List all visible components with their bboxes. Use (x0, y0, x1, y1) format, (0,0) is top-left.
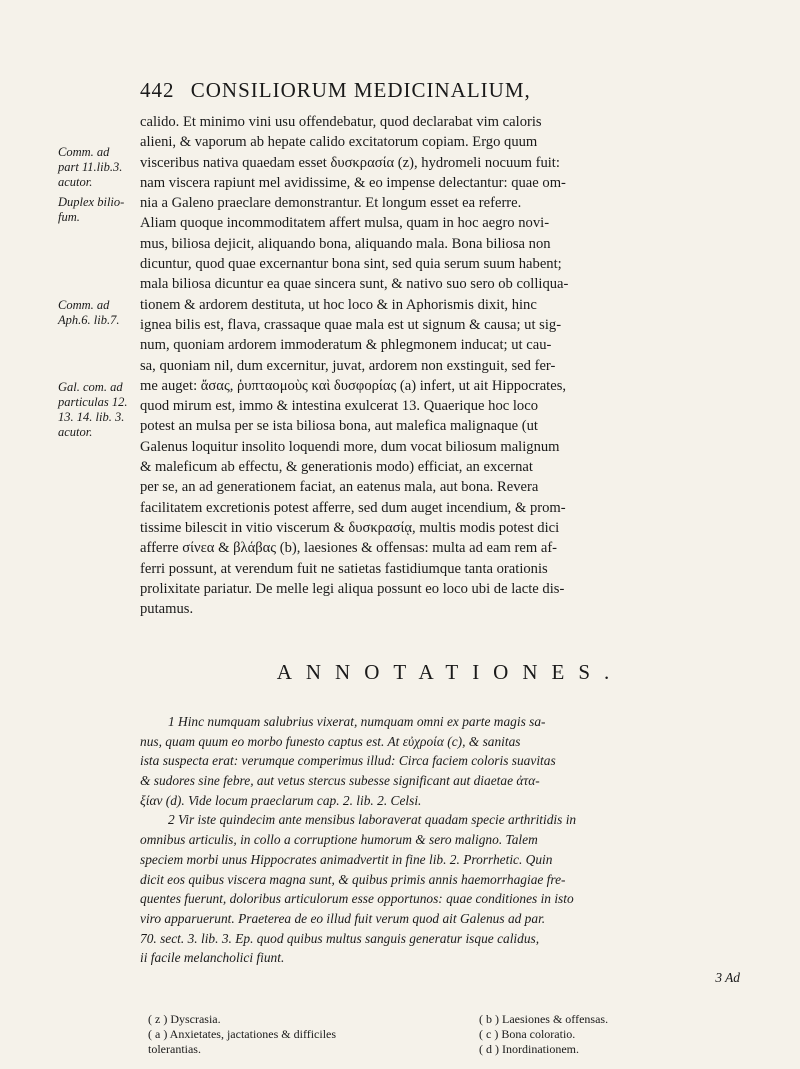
footnote: ( b ) Laesiones & offensas. (479, 1012, 609, 1026)
text-line: mala biliosa dicuntur ea quae sincera sunt, & nativo suo sero ob colliqua- (140, 276, 569, 293)
annotation-line: 2 Vir iste quindecim ante mensibus laboraverat quadam specie arthritidis in (168, 812, 577, 828)
footnote: ( a ) Anxietates, jactationes & difficiles (148, 1027, 337, 1041)
text-line: per se, an ad generationem faciat, an eatenus mala, aut bona. Revera (140, 479, 539, 496)
main-text (140, 112, 760, 619)
footnote: ( c ) Bona coloratio. (479, 1027, 576, 1041)
annotations-heading: ANNOTATIONES. (276, 660, 624, 684)
annotation-line: speciem morbi unus Hippocrates animadvertit in fine lib. 2. Prorrhetic. Quin (140, 851, 553, 867)
text-line: quod mirum est, immo & intestina exulcerat 13. Quaerique hoc loco (140, 398, 538, 415)
footnote: ( d ) Inordinationem. (479, 1042, 579, 1056)
margin-line: acutor. (58, 175, 93, 189)
annotation-line: & sudores sine febre, aut vetus stercus subesse significant aut diaetae ἀτα- (140, 773, 540, 789)
annotation-line: quentes fuerunt, doloribus articulorum esse opportunos: quae conditiones in isto (140, 891, 574, 907)
annotation-line: omnibus articulis, in collo a corruptione humorum & sero maligno. Talem (140, 832, 538, 848)
margin-note-1 (58, 145, 136, 190)
text-line: potest an mulsa per se ista biliosa bona, aut malefica malignaque (ut (140, 418, 538, 435)
text-line: prolixitate pariatur. De melle legi aliqua possunt eo loco ubi de lacte dis- (140, 580, 565, 597)
margin-line: Comm. ad (58, 145, 110, 159)
text-line: dicuntur, quod quae excernantur bona sint, sed quia serum suum habent; (140, 256, 562, 273)
running-title: CONSILIORUM MEDICINALIUM, (190, 78, 531, 102)
text-line: afferre σίνεα & βλάβας (b), laesiones & offensas: multa ad eam rem af- (140, 540, 558, 557)
text-line: num, quoniam ardorem immoderatum & phlegmonem inducat; ut cau- (140, 337, 552, 354)
page-number: 442 (140, 78, 175, 102)
footnotes (148, 1012, 768, 1057)
text-line: Galenus loquitur insolito loquendi more, dum vocat biliosum malignum (140, 438, 560, 455)
annotation-line: viro apparuerunt. Praeterea de eo illud fuit verum quod ait Galenus ad par. (140, 910, 546, 926)
text-line: tionem & ardorem destituta, ut hoc loco & in Aphorismis dixit, hinc (140, 296, 537, 313)
catchword: 3 Ad (715, 969, 740, 985)
margin-line: Aph.6. lib.7. (58, 313, 120, 327)
margin-note-2 (58, 195, 136, 225)
annotation-line: ii facile melancholici fiunt. (140, 950, 285, 966)
margin-line: Duplex bilio- (58, 195, 125, 209)
margin-line: Comm. ad (58, 298, 110, 312)
text-line: facilitatem excretionis potest afferre, sed dum auget incendium, & prom- (140, 499, 566, 516)
annotation-line: 1 Hinc numquam salubrius vixerat, numquam omni ex parte magis sa- (168, 714, 546, 729)
text-line: putamus. (140, 601, 194, 618)
annotation-line: dicit eos quibus viscera magna sunt, & quibus primis annis haemorrhagiae fre- (140, 871, 566, 887)
margin-line: Gal. com. ad (58, 380, 123, 394)
margin-note-3 (58, 298, 136, 328)
margin-line: particulas 12. (58, 395, 128, 409)
text-line: tissime bilescit in vitio viscerum & δυσκρασίᾳ, multis modis potest dici (140, 519, 560, 536)
margin-line: part 11.lib.3. (58, 160, 123, 174)
margin-line: fum. (58, 210, 80, 224)
annotation-line: 70. sect. 3. lib. 3. Ep. quod quibus multus sanguis generatur isque calidus, (140, 930, 540, 946)
text-line: me auget: ἄσας, ῥυπταομοὺς καὶ δυσφορίας (a) infert, ut ait Hippocrates, (140, 377, 567, 394)
text-line: alieni, & vaporum ab hepate calido excitatorum copiam. Ergo quum (140, 134, 538, 151)
margin-line: acutor. (58, 425, 93, 439)
text-line: mus, biliosa dejicit, aliquando bona, aliquando mala. Bona biliosa non (140, 235, 551, 252)
text-line: & maleficum ab effectu, & generationis modo) efficiat, an excernat (140, 459, 533, 476)
footnote: tolerantias. (148, 1042, 201, 1056)
annotation-line: ξίαν (d). Vide locum praeclarum cap. 2. lib. 2. Celsi. (140, 792, 422, 808)
annotations (140, 712, 760, 988)
text-line: ferri possunt, at verendum fuit ne satietas fastidiumque tanta orationis (140, 560, 548, 577)
margin-note-4 (58, 380, 136, 440)
text-line: Aliam quoque incommoditatem affert mulsa, quam in hoc aegro novi- (140, 215, 550, 232)
margin-line: 13. 14. lib. 3. (58, 410, 125, 424)
text-line: calido. Et minimo vini usu offendebatur, quod declarabat vim caloris (140, 114, 542, 130)
text-line: ignea bilis est, flava, crassaque quae mala est ut signum & causa; ut sig- (140, 316, 562, 333)
annotation-line: ista suspecta erat: verumque comperimus illud: Circa faciem coloris suavitas (140, 753, 556, 769)
text-line: visceribus nativa quaedam esset δυσκρασία (z), hydromeli nocuum fuit: (140, 154, 560, 171)
annotation-line: nus, quam quum eo morbo funesto captus est. At εὐχροία (c), & sanitas (140, 733, 521, 749)
text-line: nia a Galeno praeclare demonstrantur. Et longum esset ea referre. (140, 195, 522, 212)
footnote: ( z ) Dyscrasia. (148, 1012, 221, 1026)
text-line: sa, quoniam nil, dum excernitur, juvat, ardorem non exstinguit, sed fer- (140, 357, 556, 374)
page-header (140, 78, 740, 103)
text-line: nam viscera rapiunt mel avidissime, & eo impense delectantur: quae om- (140, 174, 566, 191)
